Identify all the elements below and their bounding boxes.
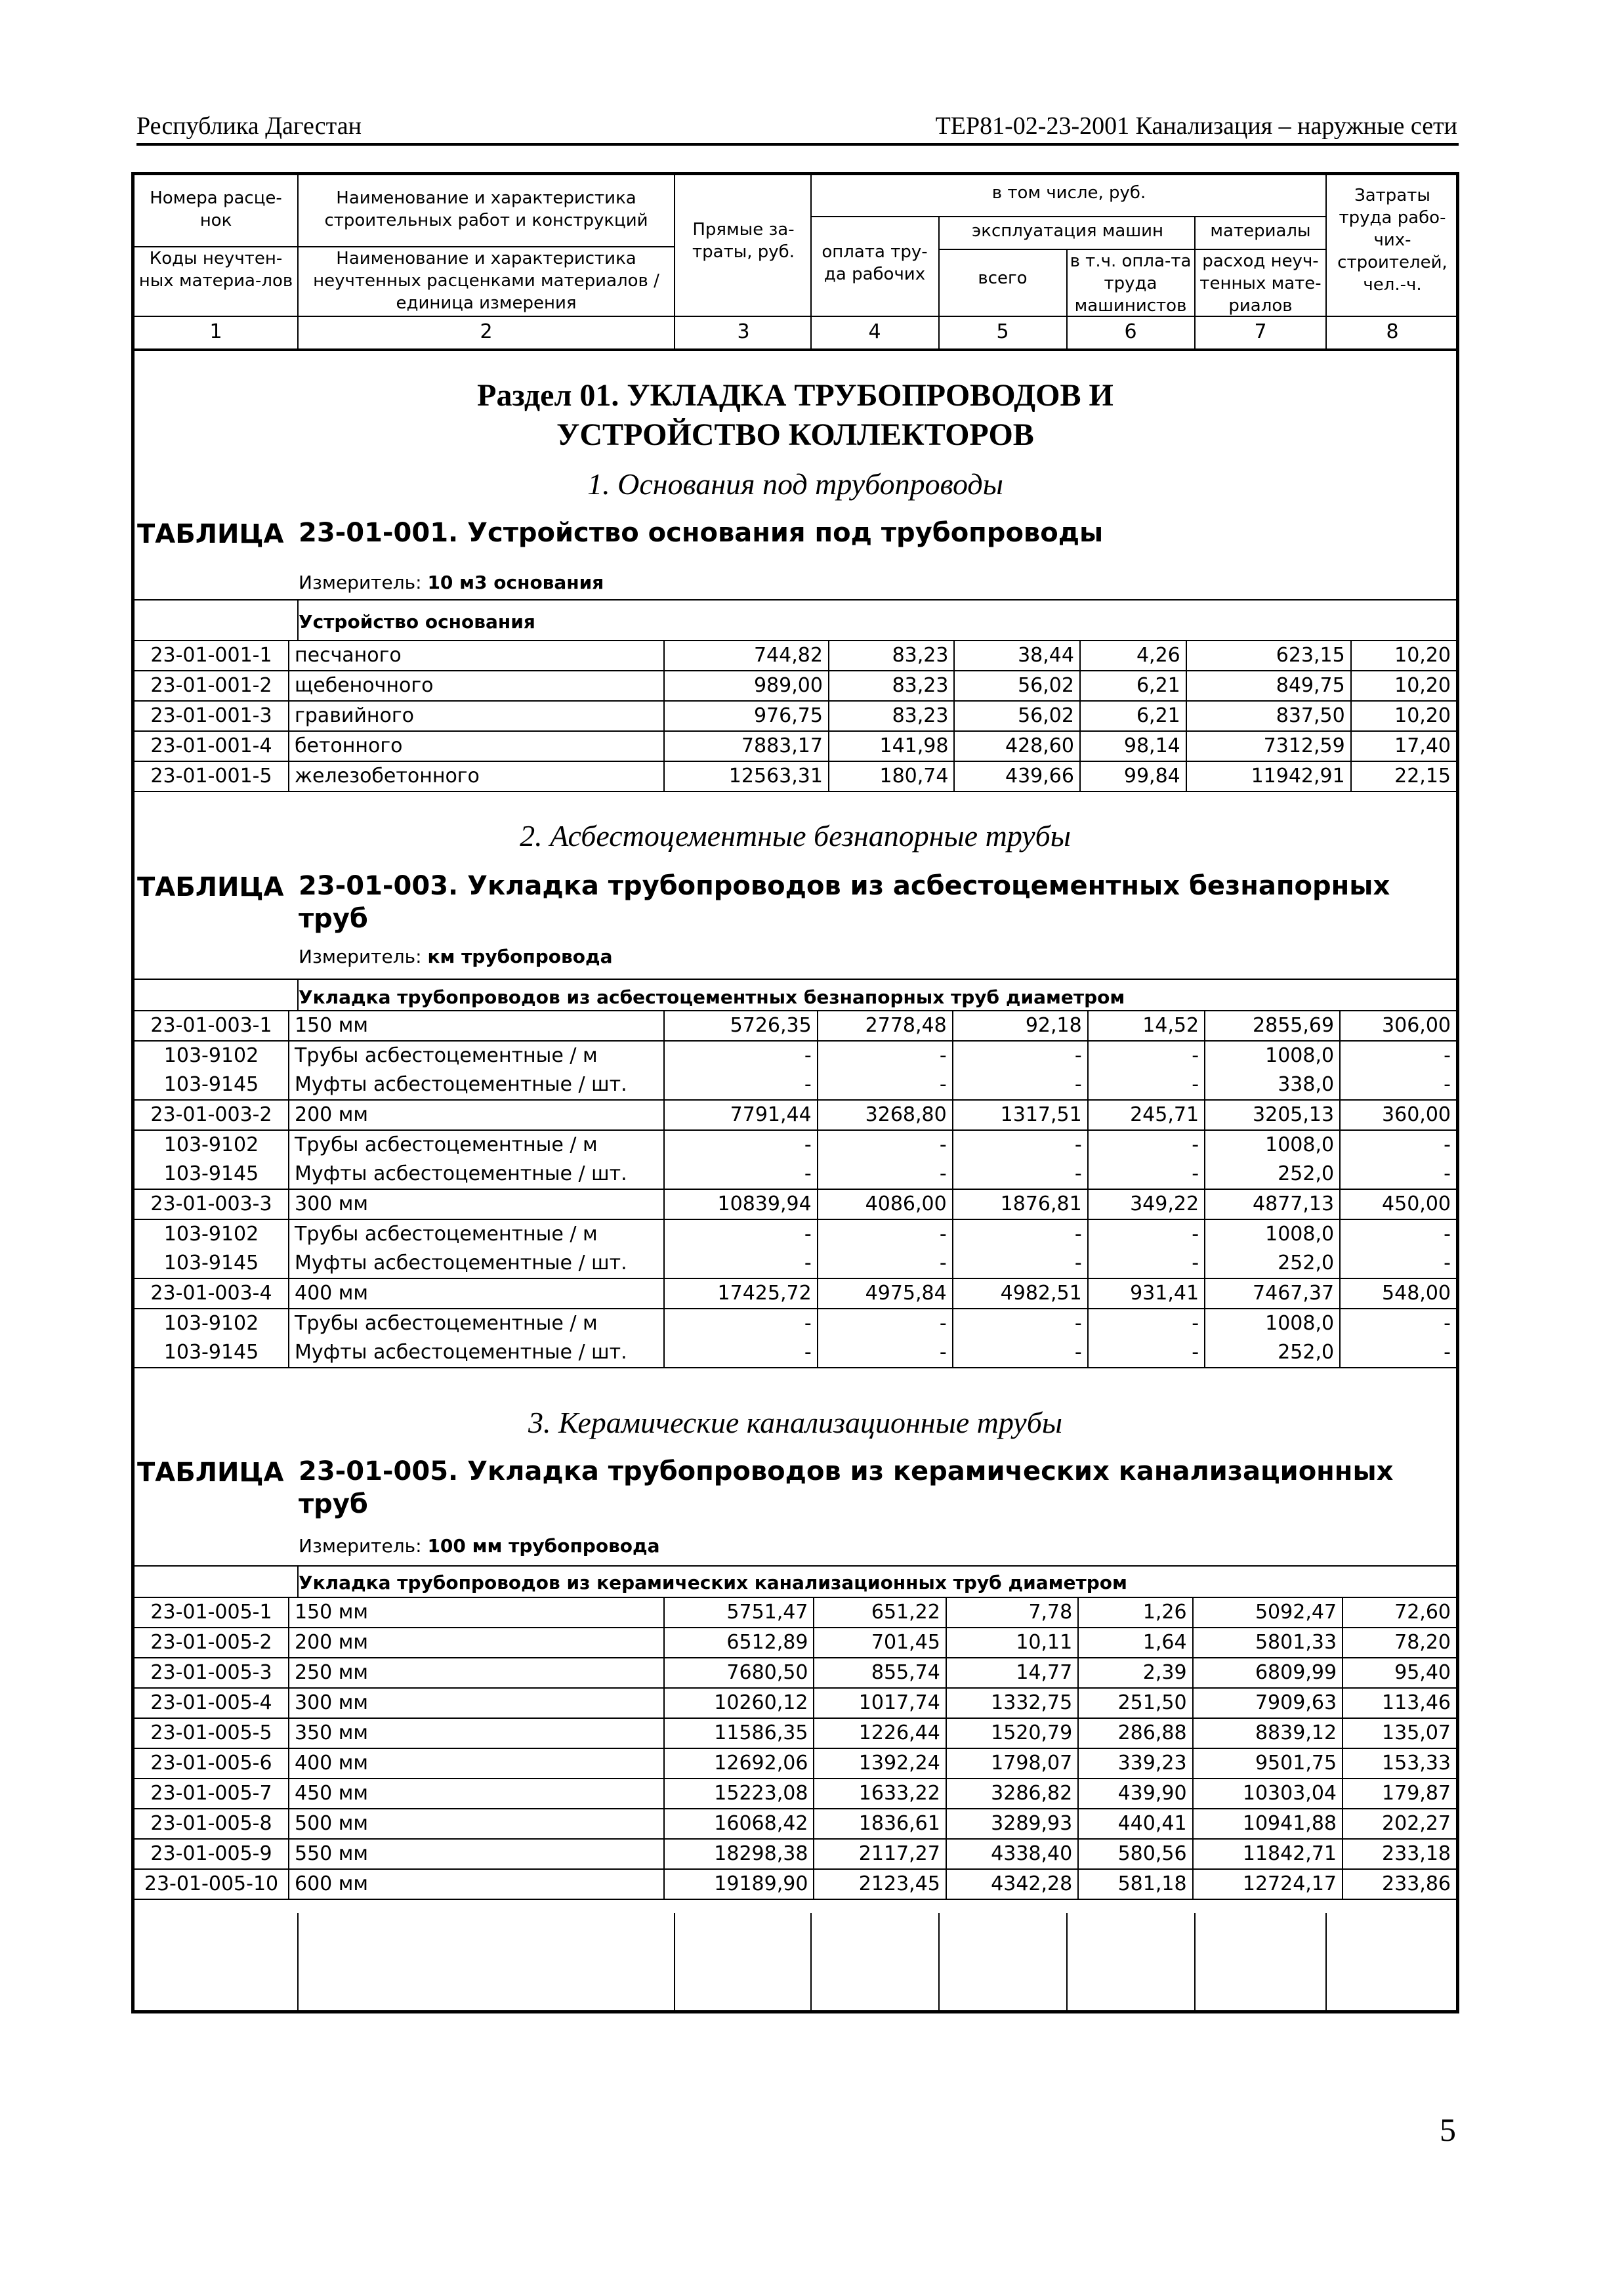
meter-label: Измеритель:: [299, 946, 422, 967]
machines-cell: -: [953, 1041, 1088, 1070]
materials-cell: 252,0: [1205, 1249, 1340, 1278]
labor-pay-cell: 83,23: [829, 671, 955, 701]
labor-pay-cell: -: [818, 1338, 953, 1368]
name-cell: гравийного: [289, 701, 664, 731]
table-row: [135, 641, 1456, 671]
materials-cell: 2855,69: [1205, 1011, 1340, 1041]
operator-pay-cell: -: [1088, 1249, 1205, 1278]
table-row: [135, 1041, 1456, 1070]
labor-hours-cell: 95,40: [1343, 1658, 1456, 1688]
machines-cell: -: [953, 1130, 1088, 1160]
labor-pay-cell: 141,98: [829, 731, 955, 761]
labor-pay-cell: 180,74: [829, 761, 955, 791]
machines-cell: 56,02: [954, 701, 1080, 731]
labor-hours-cell: 548,00: [1340, 1278, 1456, 1309]
rate-code-cell: 23-01-001-2: [135, 671, 289, 701]
labor-pay-cell: 3268,80: [818, 1100, 953, 1130]
materials-cell: 7909,63: [1193, 1688, 1343, 1718]
machines-cell: 4982,51: [953, 1278, 1088, 1309]
machines-cell: 1798,07: [946, 1748, 1078, 1779]
labor-hours-cell: 202,27: [1343, 1809, 1456, 1839]
name-cell: 500 мм: [289, 1809, 664, 1839]
labor-hours-cell: 179,87: [1343, 1779, 1456, 1809]
direct-costs-cell: 7680,50: [664, 1658, 814, 1688]
labor-pay-cell: 4975,84: [818, 1278, 953, 1309]
labor-hours-cell: 10,20: [1351, 701, 1456, 731]
col-number: 7: [1254, 320, 1267, 343]
materials-cell: 252,0: [1205, 1338, 1340, 1368]
name-cell: 150 мм: [289, 1011, 664, 1041]
col-header-material-consumption: расход неуч-тенных мате-риалов: [1199, 251, 1322, 316]
labor-pay-cell: 1633,22: [814, 1779, 946, 1809]
table-row: [135, 1338, 1456, 1368]
rate-code-cell: 103-9145: [135, 1338, 289, 1368]
rate-code-cell: 103-9102: [135, 1219, 289, 1249]
table-row: [135, 1809, 1456, 1839]
group-label: Укладка трубопроводов из асбестоцементных безнапорных труб диаметром: [299, 986, 1125, 1008]
table-row: [135, 1249, 1456, 1278]
direct-costs-cell: -: [664, 1160, 818, 1189]
rate-code-cell: 23-01-005-4: [135, 1688, 289, 1718]
labor-pay-cell: -: [818, 1041, 953, 1070]
direct-costs-cell: 976,75: [664, 701, 829, 731]
materials-cell: 338,0: [1205, 1070, 1340, 1100]
operator-pay-cell: 98,14: [1080, 731, 1186, 761]
operator-pay-cell: -: [1088, 1338, 1205, 1368]
labor-hours-cell: 113,46: [1343, 1688, 1456, 1718]
labor-hours-cell: 17,40: [1351, 731, 1456, 761]
labor-hours-cell: 22,15: [1351, 761, 1456, 791]
name-cell: 200 мм: [289, 1628, 664, 1658]
table-row: [135, 1278, 1456, 1309]
operator-pay-cell: 6,21: [1080, 701, 1186, 731]
materials-cell: 837,50: [1186, 701, 1351, 731]
labor-pay-cell: 83,23: [829, 641, 955, 671]
header-region: Республика Дагестан: [136, 112, 362, 140]
labor-hours-cell: 135,07: [1343, 1718, 1456, 1748]
rate-code-cell: 23-01-005-3: [135, 1658, 289, 1688]
labor-hours-cell: 153,33: [1343, 1748, 1456, 1779]
materials-cell: 7312,59: [1186, 731, 1351, 761]
col-number: 6: [1124, 320, 1137, 343]
col-header-labor-hours: Затраты труда рабо-чих-строителей, чел.-ч.: [1337, 186, 1447, 295]
operator-pay-cell: -: [1088, 1041, 1205, 1070]
table-row: [135, 1718, 1456, 1748]
name-cell: Трубы асбестоцементные / м: [289, 1309, 664, 1338]
table-row: [135, 1160, 1456, 1189]
operator-pay-cell: 6,21: [1080, 671, 1186, 701]
table-row: [135, 1869, 1456, 1899]
table-meter: [299, 1535, 660, 1557]
labor-hours-cell: 450,00: [1340, 1189, 1456, 1219]
rate-code-cell: 23-01-005-2: [135, 1628, 289, 1658]
name-cell: 300 мм: [289, 1189, 664, 1219]
labor-pay-cell: 1226,44: [814, 1718, 946, 1748]
table-name: 23-01-005. Укладка трубопроводов из керамических канализационных труб: [299, 1456, 1394, 1519]
table-row: [135, 1779, 1456, 1809]
direct-costs-cell: 15223,08: [664, 1779, 814, 1809]
name-cell: 250 мм: [289, 1658, 664, 1688]
table-row: [135, 1597, 1456, 1628]
operator-pay-cell: 245,71: [1088, 1100, 1205, 1130]
machines-cell: 92,18: [953, 1011, 1088, 1041]
direct-costs-cell: 5726,35: [664, 1011, 818, 1041]
materials-cell: 1008,0: [1205, 1130, 1340, 1160]
table-row: [135, 1100, 1456, 1130]
materials-cell: 6809,99: [1193, 1658, 1343, 1688]
machines-cell: 10,11: [946, 1628, 1078, 1658]
subsection-title: 2. Асбестоцементные безнапорные трубы: [520, 819, 1071, 853]
labor-hours-cell: -: [1340, 1249, 1456, 1278]
materials-cell: 5801,33: [1193, 1628, 1343, 1658]
table-row: [135, 1130, 1456, 1160]
rate-code-cell: 103-9145: [135, 1070, 289, 1100]
operator-pay-cell: 580,56: [1078, 1839, 1192, 1869]
labor-hours-cell: 233,86: [1343, 1869, 1456, 1899]
materials-cell: 1008,0: [1205, 1219, 1340, 1249]
machines-cell: -: [953, 1309, 1088, 1338]
direct-costs-cell: 12563,31: [664, 761, 829, 791]
name-cell: 350 мм: [289, 1718, 664, 1748]
rate-code-cell: 23-01-005-7: [135, 1779, 289, 1809]
operator-pay-cell: 349,22: [1088, 1189, 1205, 1219]
machines-cell: -: [953, 1338, 1088, 1368]
name-cell: железобетонного: [289, 761, 664, 791]
name-cell: Муфты асбестоцементные / шт.: [289, 1160, 664, 1189]
col-number: 8: [1386, 320, 1399, 343]
col-header-machines: эксплуатация машин: [971, 221, 1164, 241]
col-number: 5: [996, 320, 1009, 343]
operator-pay-cell: 14,52: [1088, 1011, 1205, 1041]
rate-code-cell: 23-01-001-5: [135, 761, 289, 791]
direct-costs-cell: 989,00: [664, 671, 829, 701]
price-table: [135, 1597, 1456, 1900]
materials-cell: 12724,17: [1193, 1869, 1343, 1899]
rate-code-cell: 23-01-005-5: [135, 1718, 289, 1748]
rate-code-cell: 23-01-005-10: [135, 1869, 289, 1899]
machines-cell: 1332,75: [946, 1688, 1078, 1718]
operator-pay-cell: 439,90: [1078, 1779, 1192, 1809]
labor-pay-cell: 2778,48: [818, 1011, 953, 1041]
materials-cell: 623,15: [1186, 641, 1351, 671]
labor-hours-cell: -: [1340, 1309, 1456, 1338]
labor-hours-cell: -: [1340, 1070, 1456, 1100]
direct-costs-cell: 11586,35: [664, 1718, 814, 1748]
materials-cell: 10941,88: [1193, 1809, 1343, 1839]
name-cell: песчаного: [289, 641, 664, 671]
operator-pay-cell: 251,50: [1078, 1688, 1192, 1718]
meter-label: Измеритель:: [299, 1535, 422, 1557]
direct-costs-cell: 16068,42: [664, 1809, 814, 1839]
operator-pay-cell: -: [1088, 1309, 1205, 1338]
labor-pay-cell: -: [818, 1249, 953, 1278]
direct-costs-cell: 7883,17: [664, 731, 829, 761]
col-header-rate-number: Номера расце-нок: [150, 188, 282, 230]
machines-cell: 428,60: [954, 731, 1080, 761]
machines-cell: 439,66: [954, 761, 1080, 791]
rate-code-cell: 23-01-003-1: [135, 1011, 289, 1041]
table-row: [135, 1219, 1456, 1249]
meter-value: км трубопровода: [427, 946, 613, 967]
rate-code-cell: 23-01-003-2: [135, 1100, 289, 1130]
col-number: 2: [480, 320, 493, 343]
labor-pay-cell: 2117,27: [814, 1839, 946, 1869]
machines-cell: 38,44: [954, 641, 1080, 671]
machines-cell: 1317,51: [953, 1100, 1088, 1130]
machines-cell: -: [953, 1070, 1088, 1100]
header-document-code: ТЕР81-02-23-2001 Канализация – наружные сети: [935, 112, 1457, 140]
direct-costs-cell: 17425,72: [664, 1278, 818, 1309]
direct-costs-cell: 5751,47: [664, 1597, 814, 1628]
materials-cell: 849,75: [1186, 671, 1351, 701]
direct-costs-cell: -: [664, 1130, 818, 1160]
labor-hours-cell: 233,18: [1343, 1839, 1456, 1869]
operator-pay-cell: 931,41: [1088, 1278, 1205, 1309]
name-cell: Трубы асбестоцементные / м: [289, 1219, 664, 1249]
labor-pay-cell: -: [818, 1309, 953, 1338]
labor-pay-cell: 701,45: [814, 1628, 946, 1658]
labor-hours-cell: -: [1340, 1219, 1456, 1249]
rate-code-cell: 23-01-005-8: [135, 1809, 289, 1839]
machines-cell: -: [953, 1249, 1088, 1278]
labor-pay-cell: -: [818, 1219, 953, 1249]
labor-hours-cell: -: [1340, 1338, 1456, 1368]
table-row: [135, 1011, 1456, 1041]
name-cell: Трубы асбестоцементные / м: [289, 1041, 664, 1070]
materials-cell: 10303,04: [1193, 1779, 1343, 1809]
operator-pay-cell: 2,39: [1078, 1658, 1192, 1688]
labor-pay-cell: -: [818, 1160, 953, 1189]
machines-cell: 1876,81: [953, 1189, 1088, 1219]
col-header-material-code: Коды неучтен-ных материа-лов: [138, 249, 293, 291]
labor-hours-cell: -: [1340, 1130, 1456, 1160]
rate-code-cell: 23-01-003-4: [135, 1278, 289, 1309]
operator-pay-cell: 99,84: [1080, 761, 1186, 791]
machines-cell: 7,78: [946, 1597, 1078, 1628]
col-header-operator-pay: в т.ч. опла-та труда машинистов: [1070, 251, 1192, 316]
price-table: [135, 640, 1456, 792]
operator-pay-cell: 339,23: [1078, 1748, 1192, 1779]
table-meter: [299, 572, 604, 593]
table-label: ТАБЛИЦА: [137, 519, 284, 549]
table-label: ТАБЛИЦА: [137, 1458, 284, 1488]
table-row: [135, 701, 1456, 731]
operator-pay-cell: -: [1088, 1160, 1205, 1189]
meter-value: 100 мм трубопровода: [427, 1535, 660, 1557]
direct-costs-cell: 10839,94: [664, 1189, 818, 1219]
machines-cell: 4338,40: [946, 1839, 1078, 1869]
rate-code-cell: 23-01-001-4: [135, 731, 289, 761]
materials-cell: 252,0: [1205, 1160, 1340, 1189]
section-title-line: УСТРОЙСТВО КОЛЛЕКТОРОВ: [556, 417, 1034, 452]
materials-cell: 8839,12: [1193, 1718, 1343, 1748]
name-cell: 200 мм: [289, 1100, 664, 1130]
machines-cell: 14,77: [946, 1658, 1078, 1688]
direct-costs-cell: -: [664, 1041, 818, 1070]
table-row: [135, 1628, 1456, 1658]
labor-pay-cell: 651,22: [814, 1597, 946, 1628]
name-cell: 150 мм: [289, 1597, 664, 1628]
rate-code-cell: 23-01-001-1: [135, 641, 289, 671]
labor-hours-cell: 360,00: [1340, 1100, 1456, 1130]
direct-costs-cell: 10260,12: [664, 1688, 814, 1718]
direct-costs-cell: 6512,89: [664, 1628, 814, 1658]
operator-pay-cell: -: [1088, 1130, 1205, 1160]
operator-pay-cell: 1,64: [1078, 1628, 1192, 1658]
price-table: [135, 1010, 1456, 1368]
direct-costs-cell: 18298,38: [664, 1839, 814, 1869]
page-number: 5: [1440, 2111, 1456, 2148]
name-cell: 400 мм: [289, 1748, 664, 1779]
name-cell: Трубы асбестоцементные / м: [289, 1130, 664, 1160]
col-header-direct-costs: Прямые за-траты, руб.: [692, 220, 795, 262]
table-row: [135, 1070, 1456, 1100]
table-row: [135, 1748, 1456, 1779]
name-cell: бетонного: [289, 731, 664, 761]
materials-cell: 9501,75: [1193, 1748, 1343, 1779]
operator-pay-cell: 1,26: [1078, 1597, 1192, 1628]
labor-hours-cell: 10,20: [1351, 641, 1456, 671]
col-header-including: в том числе, руб.: [991, 183, 1146, 203]
name-cell: Муфты асбестоцементные / шт.: [289, 1338, 664, 1368]
labor-hours-cell: 78,20: [1343, 1628, 1456, 1658]
direct-costs-cell: 12692,06: [664, 1748, 814, 1779]
rate-code-cell: 23-01-003-3: [135, 1189, 289, 1219]
col-number: 4: [868, 320, 881, 343]
direct-costs-cell: 7791,44: [664, 1100, 818, 1130]
machines-cell: -: [953, 1219, 1088, 1249]
header-rule: [136, 143, 1459, 146]
name-cell: 400 мм: [289, 1278, 664, 1309]
name-cell: 600 мм: [289, 1869, 664, 1899]
table-row: [135, 1839, 1456, 1869]
col-header-machines-total: всего: [978, 268, 1028, 288]
rate-code-cell: 103-9102: [135, 1309, 289, 1338]
meter-value: 10 м3 основания: [427, 572, 604, 593]
labor-pay-cell: 2123,45: [814, 1869, 946, 1899]
name-cell: щебеночного: [289, 671, 664, 701]
table-row: [135, 731, 1456, 761]
operator-pay-cell: 286,88: [1078, 1718, 1192, 1748]
name-cell: 300 мм: [289, 1688, 664, 1718]
labor-pay-cell: 83,23: [829, 701, 955, 731]
labor-pay-cell: -: [818, 1130, 953, 1160]
labor-pay-cell: 1017,74: [814, 1688, 946, 1718]
materials-cell: 1008,0: [1205, 1309, 1340, 1338]
rate-code-cell: 103-9145: [135, 1160, 289, 1189]
direct-costs-cell: -: [664, 1070, 818, 1100]
subsection-title: 3. Керамические канализационные трубы: [528, 1406, 1062, 1439]
name-cell: 550 мм: [289, 1839, 664, 1869]
machines-cell: 4342,28: [946, 1869, 1078, 1899]
col-header-labor-pay: оплата тру-да рабочих: [822, 242, 928, 284]
rate-code-cell: 23-01-005-6: [135, 1748, 289, 1779]
machines-cell: 3289,93: [946, 1809, 1078, 1839]
price-table-frame: [131, 172, 1459, 2013]
table-row: [135, 1189, 1456, 1219]
materials-cell: 4877,13: [1205, 1189, 1340, 1219]
table-row: [135, 1309, 1456, 1338]
rate-code-cell: 103-9102: [135, 1130, 289, 1160]
table-name: 23-01-003. Укладка трубопроводов из асбестоцементных безнапорных труб: [299, 871, 1390, 934]
machines-cell: 3286,82: [946, 1779, 1078, 1809]
labor-pay-cell: -: [818, 1070, 953, 1100]
rate-code-cell: 23-01-001-3: [135, 701, 289, 731]
col-number: 1: [209, 320, 222, 343]
direct-costs-cell: -: [664, 1338, 818, 1368]
materials-cell: 3205,13: [1205, 1100, 1340, 1130]
labor-pay-cell: 4086,00: [818, 1189, 953, 1219]
table-meter: [299, 946, 612, 967]
table-row: [135, 761, 1456, 791]
table-name: 23-01-001. Устройство основания под трубопроводы: [299, 518, 1104, 548]
labor-hours-cell: 72,60: [1343, 1597, 1456, 1628]
section-title: [135, 376, 1456, 455]
direct-costs-cell: -: [664, 1309, 818, 1338]
direct-costs-cell: -: [664, 1219, 818, 1249]
meter-label: Измеритель:: [299, 572, 422, 593]
operator-pay-cell: 440,41: [1078, 1809, 1192, 1839]
labor-pay-cell: 1836,61: [814, 1809, 946, 1839]
direct-costs-cell: 19189,90: [664, 1869, 814, 1899]
group-label: Укладка трубопроводов из керамических канализационных труб диаметром: [299, 1572, 1127, 1593]
labor-hours-cell: 306,00: [1340, 1011, 1456, 1041]
col-number: 3: [737, 320, 750, 343]
machines-cell: 56,02: [954, 671, 1080, 701]
machines-cell: 1520,79: [946, 1718, 1078, 1748]
rate-code-cell: 23-01-005-1: [135, 1597, 289, 1628]
col-header-materials: материалы: [1210, 221, 1311, 241]
table-row: [135, 1688, 1456, 1718]
subsection-title: 1. Основания под трубопроводы: [587, 467, 1003, 501]
table-row: [135, 671, 1456, 701]
materials-cell: 11942,91: [1186, 761, 1351, 791]
machines-cell: -: [953, 1160, 1088, 1189]
operator-pay-cell: 581,18: [1078, 1869, 1192, 1899]
direct-costs-cell: 744,82: [664, 641, 829, 671]
col-header-work-name: Наименование и характеристика строительных работ и конструкций: [324, 188, 648, 230]
rate-code-cell: 23-01-005-9: [135, 1839, 289, 1869]
direct-costs-cell: -: [664, 1249, 818, 1278]
rate-code-cell: 103-9145: [135, 1249, 289, 1278]
operator-pay-cell: -: [1088, 1219, 1205, 1249]
operator-pay-cell: -: [1088, 1070, 1205, 1100]
col-header-material-name: Наименование и характеристика неучтенных расценками материалов / единица измерения: [313, 249, 659, 313]
labor-hours-cell: -: [1340, 1160, 1456, 1189]
labor-pay-cell: 1392,24: [814, 1748, 946, 1779]
table-row: [135, 1658, 1456, 1688]
materials-cell: 5092,47: [1193, 1597, 1343, 1628]
materials-cell: 11842,71: [1193, 1839, 1343, 1869]
name-cell: Муфты асбестоцементные / шт.: [289, 1249, 664, 1278]
labor-hours-cell: 10,20: [1351, 671, 1456, 701]
materials-cell: 1008,0: [1205, 1041, 1340, 1070]
section-title-line: Раздел 01. УКЛАДКА ТРУБОПРОВОДОВ И: [477, 378, 1114, 413]
labor-pay-cell: 855,74: [814, 1658, 946, 1688]
group-label: Устройство основания: [299, 611, 535, 633]
materials-cell: 7467,37: [1205, 1278, 1340, 1309]
table-label: ТАБЛИЦА: [137, 872, 284, 902]
labor-hours-cell: -: [1340, 1041, 1456, 1070]
operator-pay-cell: 4,26: [1080, 641, 1186, 671]
rate-code-cell: 103-9102: [135, 1041, 289, 1070]
name-cell: Муфты асбестоцементные / шт.: [289, 1070, 664, 1100]
name-cell: 450 мм: [289, 1779, 664, 1809]
